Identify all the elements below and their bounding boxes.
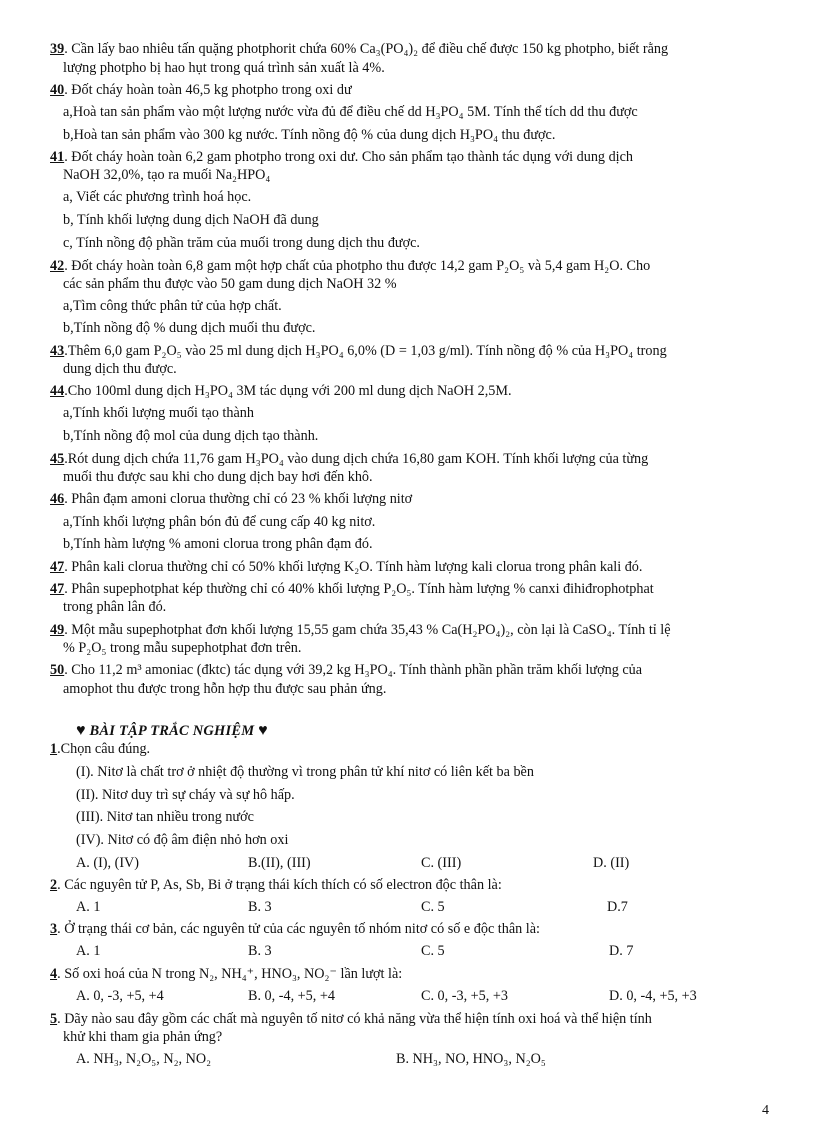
answer-option-c: C. 5 xyxy=(421,943,445,959)
heart-icon: ♥ xyxy=(76,722,86,739)
answer-option-b: B. NH₃, NO, HNO₃, N₂O₅ xyxy=(396,1051,546,1067)
problem-number: 39 xyxy=(50,41,65,57)
sub-question-b: b,Tính hàm lượng % amoni clorua trong phân đạm đó. xyxy=(63,536,373,552)
answer-option-d: D.7 xyxy=(607,899,628,915)
problem-text-cont: dung dịch thu được. xyxy=(63,361,177,377)
problem-text: . Phân kali clorua thường chỉ có 50% khối lượng K₂O. Tính hàm lượng kali clorua trong phân kali đó. xyxy=(64,559,643,575)
sub-question-b: b, Tính khối lượng dung dịch NaOH đã dung xyxy=(63,212,319,228)
question-stem: . Dãy nào sau đây gồm các chất mà nguyên tố nitơ có khả năng vừa thể hiện tính oxi hoá và thể hiện tính xyxy=(57,1011,652,1027)
answer-option-a: A. 1 xyxy=(76,899,101,915)
problem-46 xyxy=(50,491,412,508)
sub-question-a: a,Tìm công thức phân tử của hợp chất. xyxy=(63,298,282,314)
problem-number: 44 xyxy=(50,383,65,399)
problem-47 xyxy=(50,559,642,576)
question-number: 4 xyxy=(50,966,58,982)
problem-45 xyxy=(50,451,648,468)
sub-question-b: b,Tính nồng độ % dung dịch muối thu được. xyxy=(63,320,316,336)
problem-42 xyxy=(50,258,650,275)
sub-question-a: a, Viết các phương trình hoá học. xyxy=(63,189,252,205)
mcq-question-4 xyxy=(50,966,402,983)
sub-question-b: b,Hoà tan sản phẩm vào 300 kg nước. Tính nồng độ % của dung dịch H₃PO₄ thu được. xyxy=(63,127,556,143)
problem-number: 40 xyxy=(50,82,65,98)
mcq-question-1 xyxy=(50,741,150,758)
question-stem-cont: khử khi tham gia phản ứng? xyxy=(63,1029,223,1045)
problem-43 xyxy=(50,343,667,360)
problem-text-cont: muối thu được sau khi cho dung dịch bay hơi đến khô. xyxy=(63,469,373,485)
problem-text: . Đốt cháy hoàn toàn 46,5 kg photpho trong oxi dư xyxy=(64,82,352,98)
answer-option-c: C. 0, -3, +5, +3 xyxy=(421,988,508,1004)
question-stem: . Số oxi hoá của N trong N₂, NH₄⁺, HNO₃, NO₂⁻ lần lượt là: xyxy=(57,966,403,982)
mcq-question-3 xyxy=(50,921,540,938)
problem-text: . Cho 11,2 m³ amoniac (đktc) tác dụng với 39,2 kg H₃PO₄. Tính thành phần phần trăm khối lượng của xyxy=(64,662,643,678)
answer-option-b: B. 3 xyxy=(248,899,272,915)
problem-number: 47 xyxy=(50,581,65,597)
problem-44 xyxy=(50,383,512,400)
problem-text: .Cho 100ml dung dịch H₃PO₄ 3M tác dụng với 200 ml dung dịch NaOH 2,5M. xyxy=(64,383,512,399)
sub-question-a: a,Tính khối lượng phân bón đủ để cung cấp 40 kg nitơ. xyxy=(63,514,376,530)
problem-number: 47 xyxy=(50,559,65,575)
sub-question-b: b,Tính nồng độ mol của dung dịch tạo thành. xyxy=(63,428,319,444)
problem-39 xyxy=(50,41,668,58)
answer-option-d: D. (II) xyxy=(593,855,630,871)
problem-41 xyxy=(50,149,633,166)
answer-option-b: B. 3 xyxy=(248,943,272,959)
answer-option-c: C. 5 xyxy=(421,899,445,915)
question-number: 1 xyxy=(50,741,58,757)
problem-text: . Cần lấy bao nhiêu tấn quặng photphorit chứa 60% Ca₃(PO₄)₂ để điều chế được 150 kg photpho, biết rằng xyxy=(64,41,669,57)
problem-40 xyxy=(50,82,352,99)
problem-50 xyxy=(50,662,642,679)
problem-text-cont: trong phân lân đó. xyxy=(63,599,167,615)
problem-number: 50 xyxy=(50,662,65,678)
problem-47b xyxy=(50,581,654,598)
answer-option-a: A. NH₃, N₂O₅, N₂, NO₂ xyxy=(76,1051,212,1067)
problem-number: 41 xyxy=(50,149,65,165)
problem-text-cont: các sản phẩm thu được vào 50 gam dung dịch NaOH 32 % xyxy=(63,276,397,292)
section-title: BÀI TẬP TRẮC NGHIỆM xyxy=(89,723,255,739)
question-stem: .Chọn câu đúng. xyxy=(57,741,151,757)
sub-question-a: a,Hoà tan sản phẩm vào một lượng nước vừa đủ để điều chế dd H₃PO₄ 5M. Tính thể tích dd thu được xyxy=(63,104,638,120)
sub-question-c: c, Tính nồng độ phần trăm của muối trong dung dịch thu được. xyxy=(63,235,420,251)
answer-option-a: A. 0, -3, +5, +4 xyxy=(76,988,164,1004)
answer-option-a: A. 1 xyxy=(76,943,101,959)
problem-text-cont: amophot thu được trong hỗn hợp thu được sau phản ứng. xyxy=(63,681,387,697)
answer-option-d: D. 0, -4, +5, +3 xyxy=(609,988,697,1004)
problem-text: . Phân đạm amoni clorua thường chỉ có 23 % khối lượng nitơ xyxy=(64,491,413,507)
statement: (II). Nitơ duy trì sự cháy và sự hô hấp. xyxy=(76,787,295,803)
problem-text: . Đốt cháy hoàn toàn 6,8 gam một hợp chất của photpho thu được 14,2 gam P₂O₅ và 5,4 gam H₂O. Cho xyxy=(64,258,651,274)
statement: (I). Nitơ là chất trơ ở nhiệt độ thường vì trong phân tử khí nitơ có liên kết ba bền xyxy=(76,764,534,780)
heart-icon: ♥ xyxy=(258,722,268,739)
problem-number: 46 xyxy=(50,491,65,507)
answer-option-a: A. (I), (IV) xyxy=(76,855,140,871)
question-number: 3 xyxy=(50,921,58,937)
problem-text: . Phân supephotphat kép thường chỉ có 40% khối lượng P₂O₅. Tính hàm lượng % canxi đihiđrophotphat xyxy=(64,581,654,597)
problem-number: 43 xyxy=(50,343,65,359)
problem-number: 49 xyxy=(50,622,65,638)
sub-question-a: a,Tính khối lượng muối tạo thành xyxy=(63,405,254,421)
problem-text-cont: % P₂O₅ trong mẫu supephotphat đơn trên. xyxy=(63,640,302,656)
problem-text: .Thêm 6,0 gam P₂O₅ vào 25 ml dung dịch H₃PO₄ 6,0% (D = 1,03 g/ml). Tính nồng độ % của H₃PO₄ trong xyxy=(64,343,667,359)
question-number: 2 xyxy=(50,877,58,893)
mcq-question-2 xyxy=(50,877,502,894)
problem-number: 45 xyxy=(50,451,65,467)
problem-text: .Rót dung dịch chứa 11,76 gam H₃PO₄ vào dung dịch chứa 16,80 gam KOH. Tính khối lượng của từng xyxy=(64,451,649,467)
statement: (III). Nitơ tan nhiều trong nước xyxy=(76,809,254,825)
page-number: 4 xyxy=(762,1103,769,1118)
question-number: 5 xyxy=(50,1011,58,1027)
section-header xyxy=(76,722,268,740)
problem-49 xyxy=(50,622,671,639)
problem-text-cont: NaOH 32,0%, tạo ra muối Na₂HPO₄ xyxy=(63,167,271,183)
statement: (IV). Nitơ có độ âm điện nhỏ hơn oxi xyxy=(76,832,289,848)
problem-text-cont: lượng photpho bị hao hụt trong quá trình sản xuất là 4%. xyxy=(63,60,385,76)
question-stem: . Ở trạng thái cơ bản, các nguyên tử của các nguyên tố nhóm nitơ có số e độc thân là: xyxy=(57,921,540,937)
answer-option-d: D. 7 xyxy=(609,943,634,959)
answer-option-c: C. (III) xyxy=(421,855,462,871)
question-stem: . Các nguyên tử P, As, Sb, Bi ở trạng thái kích thích có số electron độc thân là: xyxy=(57,877,502,893)
problem-text: . Đốt cháy hoàn toàn 6,2 gam photpho trong oxi dư. Cho sản phẩm tạo thành tác dụng với dung dịch xyxy=(64,149,633,165)
problem-text: . Một mẫu supephotphat đơn khối lượng 15,55 gam chứa 35,43 % Ca(H₂PO₄)₂, còn lại là CaSO₄. Tính tỉ lệ xyxy=(64,622,671,638)
answer-option-b: B.(II), (III) xyxy=(248,855,311,871)
problem-number: 42 xyxy=(50,258,65,274)
answer-option-b: B. 0, -4, +5, +4 xyxy=(248,988,335,1004)
mcq-question-5 xyxy=(50,1011,652,1028)
